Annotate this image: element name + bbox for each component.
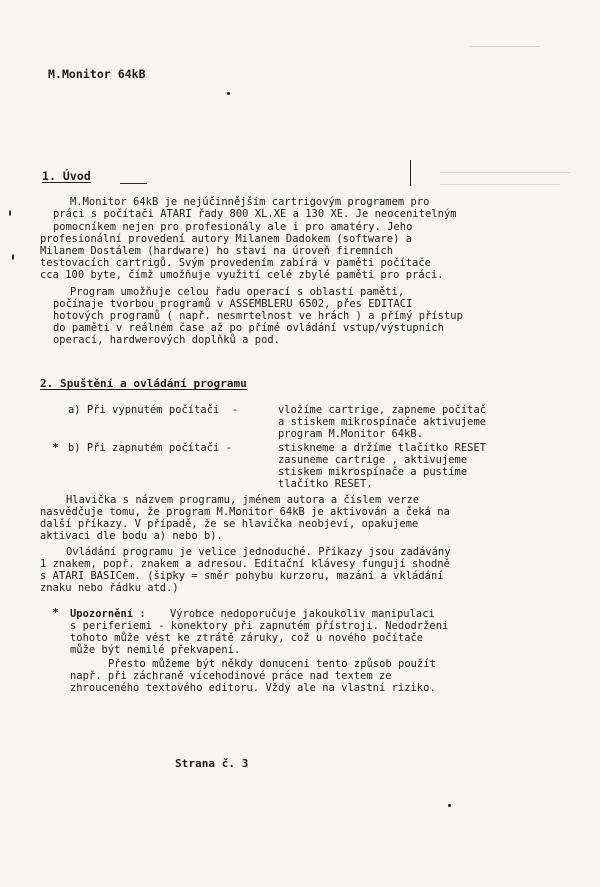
text-line: testovacích cartrigů. Svým provedením zabírá v paměti počítače — [40, 257, 431, 269]
text-line: profesionální provedení autory Milanem Dadokem (software) a — [40, 233, 413, 245]
page-number: Strana č. 3 — [175, 757, 249, 770]
scan-speck — [448, 804, 451, 807]
section-2-heading: 2. Spuštění a ovládání programu — [40, 377, 247, 390]
text-line: vložíme cartrige, zapneme počítač — [278, 404, 487, 416]
text-line: pomocníkem nejen pro profesionály ale i pro amatéry. Jeho — [53, 221, 413, 233]
text-line: a stiskem mikrospínače aktivujeme — [278, 416, 487, 428]
section-1-heading: 1. Úvod — [42, 169, 91, 183]
text-line: program M.Monitor 64kB. — [278, 428, 424, 440]
text-line: Program umožňuje celou řadu operací s oblastí paměti, — [70, 286, 405, 298]
text-line: operací, hardwerových doplňků a pod. — [53, 334, 281, 346]
text-line: Přesto můžeme být někdy donuceni tento způsob použít — [108, 658, 436, 670]
text-line: Ovládání programu je velice jednoduché. Příkazy jsou zadávány — [66, 546, 451, 558]
text-line: další příkazy. V případě, že se hlavička neobjeví, opakujeme — [40, 518, 419, 530]
bleed-through-line — [470, 46, 540, 47]
scan-speck — [410, 160, 411, 186]
text-line: tlačítko RESET. — [278, 478, 373, 490]
bleed-through-line — [440, 184, 560, 185]
text-line: tohoto může vést ke ztrátě záruky, což u nového počítače — [70, 632, 424, 644]
heading-underline — [120, 183, 147, 184]
document-title: M.Monitor 64kB — [48, 67, 146, 81]
asterisk-icon: * — [52, 606, 59, 619]
scan-speck — [12, 254, 14, 260]
text-line: může být nemilé překvapení. — [70, 644, 241, 656]
text-line: práci s počítači ATARI řady 800 XL.XE a 130 XE. Je neocenitelným — [53, 208, 457, 220]
text-line: Milanem Dostálem (hardware) ho staví na úroveň firemních — [40, 245, 394, 257]
text-line: zasuneme cartrige , aktivujeme — [278, 454, 468, 466]
item-a-label: a) Při vypnutém počítači - — [68, 404, 239, 416]
warning-label: Upozornění : — [70, 608, 146, 620]
text-line: Výrobce nedoporučuje jakoukoliv manipulaci — [170, 608, 435, 620]
asterisk-icon: * — [52, 441, 59, 454]
text-line: M.Monitor 64kB je nejúčinnějším cartrigovým programem pro — [70, 196, 430, 208]
bleed-through-line — [440, 172, 570, 173]
text-line: s periferiemi - konektory při zapnutém přístroji. Nedodržení — [70, 620, 449, 632]
text-line: počínaje tvorbou programů v ASSEMBLERU 6502, přes EDITACI — [53, 298, 413, 310]
text-line: s ATARI BASICem. (šipky = směr pohybu kurzoru, mazání a vkládání — [40, 570, 444, 582]
text-line: 1 znakem, popř. znakem a adresou. Editační klávesy fungují shodně — [40, 558, 450, 570]
text-line: např. při záchraně vícehodinové práce nad textem ze — [70, 670, 392, 682]
text-line: zhrouceného textového editoru. Vždy ale na vlastní riziko. — [70, 682, 436, 694]
text-line: do paměti v reálném čase až po přímé ovládání vstup/výstupních — [53, 322, 444, 334]
text-line: cca 100 byte, čímž umožňuje využití celé zbylé paměti pro práci. — [40, 269, 444, 281]
text-line: stiskneme a držíme tlačítko RESET — [278, 442, 487, 454]
scan-speck — [227, 92, 230, 95]
scan-speck — [9, 210, 11, 216]
text-line: Hlavička s názvem programu, jménem autora a číslem verze — [66, 494, 420, 506]
text-line: znaku nebo řádku atd.) — [40, 582, 179, 594]
text-line: aktivaci dle bodu a) nebo b). — [40, 530, 223, 542]
text-line: nasvědčuje tomu, že program M.Monitor 64kB je aktivován a čeká na — [40, 506, 450, 518]
text-line: hotových programů ( např. nesmrtelnost ve hrách ) a přímý přístup — [53, 310, 463, 322]
text-line: stiskem mikrospínače a pustíme — [278, 466, 468, 478]
item-b-label: b) Při zapnutém počítači - — [68, 442, 232, 454]
